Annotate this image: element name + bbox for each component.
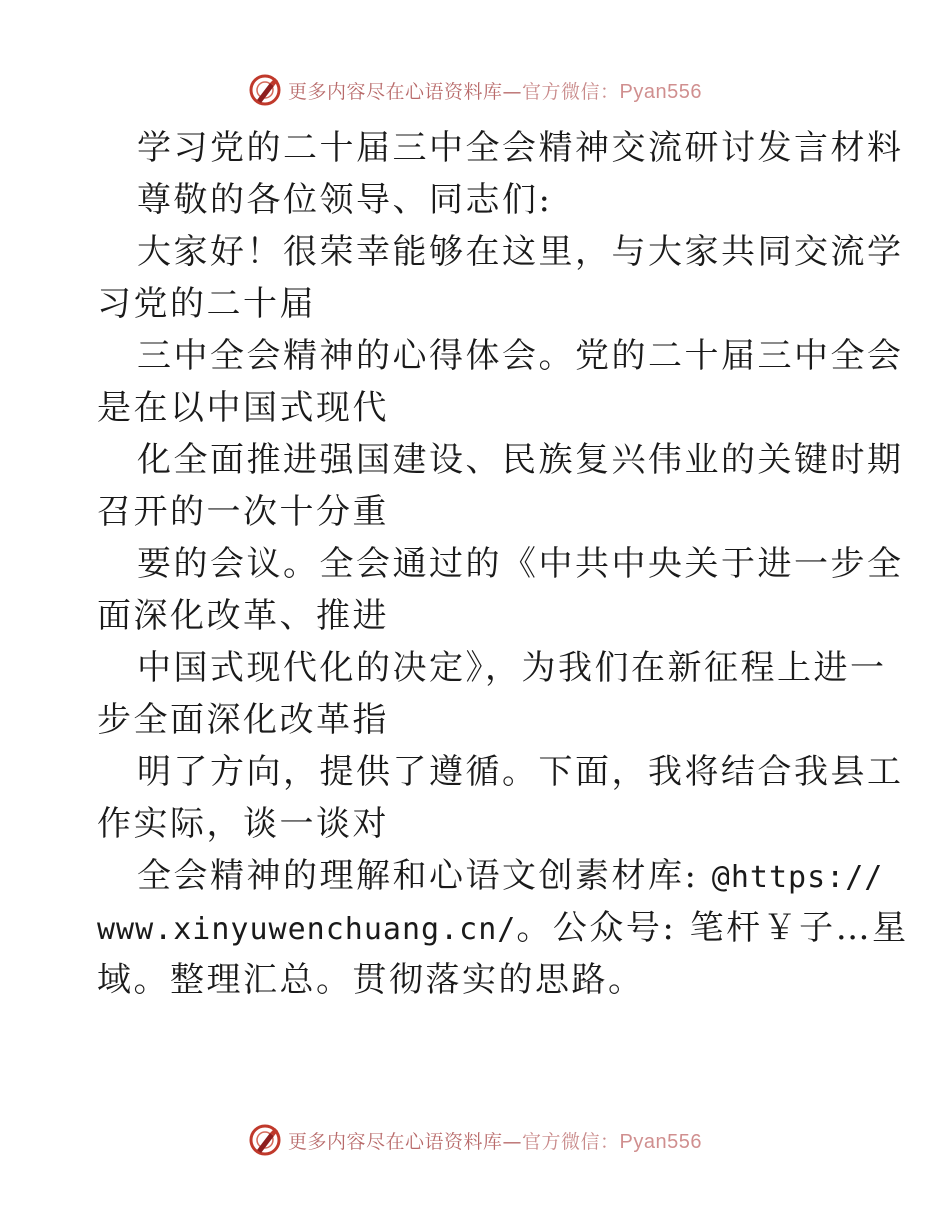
paragraph-line: 化全面推进强国建设、民族复兴伟业的关键时期	[137, 440, 904, 480]
paragraph-line: 召开的一次十分重	[97, 492, 389, 532]
footer-banner	[0, 1120, 950, 1160]
paragraph-line: 步全面深化改革指	[97, 700, 389, 740]
paragraph-line: 大家好！很荣幸能够在这里，与大家共同交流学	[137, 232, 904, 272]
footer-banner-text	[288, 1127, 702, 1154]
salutation: 尊敬的各位领导、同志们:	[137, 180, 553, 220]
mixed-text: 。公众号: 笔杆￥子…星	[516, 908, 909, 948]
pen-nib-logo-icon	[248, 73, 282, 107]
paragraph-line: 中国式现代化的决定》，为我们在新征程上进一	[137, 648, 887, 688]
paragraph-line: 习党的二十届	[97, 284, 316, 324]
document-body	[97, 122, 909, 1006]
footer-wechat-label: 官方微信：	[522, 1130, 620, 1153]
paragraph-line: 域。整理汇总。贯彻落实的思路。	[97, 960, 645, 1000]
paragraph-line: 明了方向，提供了遵循。下面，我将结合我县工	[137, 752, 904, 792]
footer-account: Pyan556	[619, 1130, 702, 1153]
header-banner-text	[288, 77, 702, 104]
mixed-text: 全会精神的理解和心语文创素材库:	[137, 856, 699, 896]
paragraph-line: 要的会议。全会通过的《中共中央关于进一步全	[137, 544, 904, 584]
paragraph-line: 面深化改革、推进	[97, 596, 389, 636]
document-title: 学习党的二十届三中全会精神交流研讨发言材料	[137, 128, 904, 168]
footer-dash: —	[502, 1130, 523, 1153]
footer-site-text: 更多内容尽在心语资料库	[288, 1130, 503, 1153]
header-dash: —	[502, 80, 523, 103]
header-account: Pyan556	[619, 80, 702, 103]
paragraph-line-mixed	[97, 902, 909, 954]
pen-nib-logo-icon	[248, 1123, 282, 1157]
header-banner	[0, 70, 950, 110]
paragraph-line-mixed	[97, 850, 884, 902]
paragraph-line: 三中全会精神的心得体会。党的二十届三中全会	[137, 336, 904, 376]
paragraph-line: 作实际，谈一谈对	[97, 804, 389, 844]
header-site-text: 更多内容尽在心语资料库	[288, 80, 503, 103]
url-link: www.xinyuwenchuang.cn/	[97, 912, 517, 947]
url-fragment: @https://	[711, 860, 884, 895]
header-wechat-label: 官方微信：	[522, 80, 620, 103]
paragraph-line: 是在以中国式现代	[97, 388, 389, 428]
